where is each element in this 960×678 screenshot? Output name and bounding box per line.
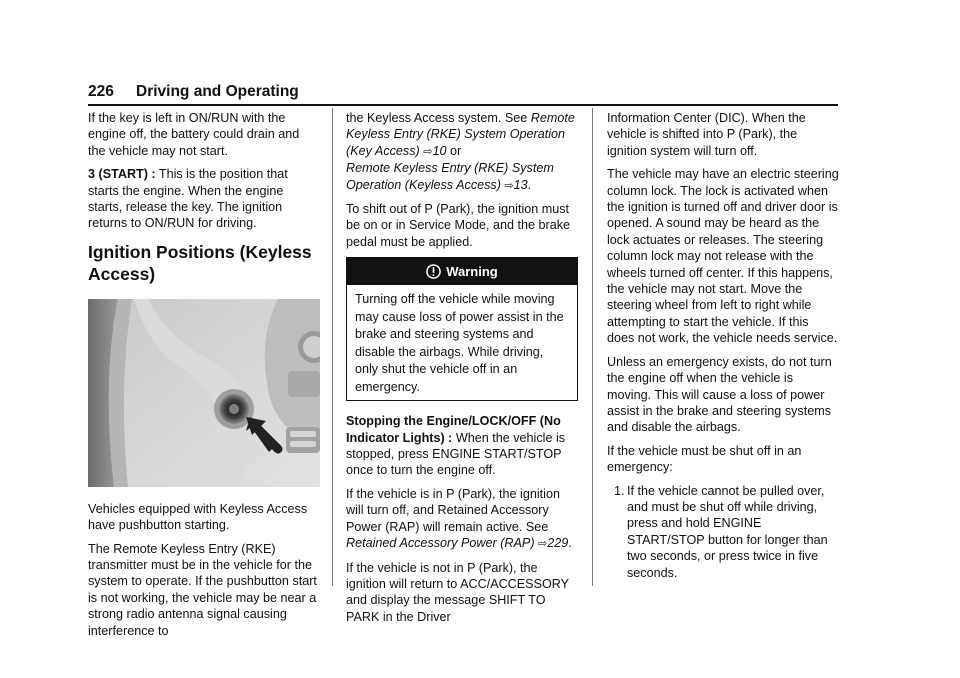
section-heading-keyless: Ignition Positions (Keyless Access) bbox=[88, 241, 312, 284]
page-ref-10[interactable]: 10 bbox=[432, 143, 447, 158]
paragraph-keyless-see bbox=[346, 110, 578, 194]
emergency-steps-list bbox=[607, 483, 839, 581]
paragraph-rke-transmitter: The Remote Keyless Entry (RKE) transmitter must be in the vehicle for the system to operate. If the pushbutton start is not working, the vehicle may be near a strong radio antenna signal causing interference to bbox=[88, 541, 317, 638]
warning-text: Turning off the vehicle while moving may cause loss of power assist in the brake and steering systems and disable the airbags. While driving, only shut the vehicle off in an emergency. bbox=[355, 292, 564, 394]
start-text: This is the position that starts the engine. When the engine starts, release the key. The ignition returns to ON/RUN for driving. bbox=[88, 167, 288, 231]
page-number: 226 bbox=[88, 83, 114, 100]
column-3 bbox=[607, 110, 839, 581]
paragraph-key-left-on: If the key is left in ON/RUN with the engine off, the battery could drain and the vehicle may not start. bbox=[88, 111, 300, 158]
link-rap[interactable]: Retained Accessory Power (RAP) bbox=[346, 536, 535, 551]
column-2 bbox=[346, 110, 578, 632]
paragraph-steering-lock: The vehicle may have an electric steering column lock. The lock is activated when the ignition is turned off and driver door is opened. A sound may be heard as the lock actuates or releases. The steering column lock may not release with the wheels turned off center. If this happens, the vehicle may not start. Move the steering wheel from left to right while attempting to start the vehicle. If this does not work, the vehicle needs service. bbox=[607, 167, 839, 346]
page-header bbox=[88, 83, 838, 105]
period: . bbox=[527, 177, 532, 192]
start-label: 3 (START) : bbox=[88, 167, 156, 182]
rap-text: If the vehicle is in P (Park), the ignition will turn off, and Retained Accessory Power (RAP) will remain active. See bbox=[346, 486, 560, 534]
paragraph-start-position bbox=[88, 166, 320, 232]
list-item-number: 1. bbox=[614, 483, 625, 498]
paragraph-emergency-intro: If the vehicle must be shut off in an emergency: bbox=[607, 443, 802, 475]
page-ref-229[interactable]: 229 bbox=[547, 536, 569, 551]
page-ref-arrow-icon-3: ⇨ bbox=[538, 538, 548, 551]
column-divider-2 bbox=[592, 108, 593, 586]
header-rule bbox=[88, 104, 838, 106]
list-item-text: If the vehicle cannot be pulled over, and must be shut off while driving, press and hold ENGINE START/STOP button for longer than two seconds, or press twice in five seconds. bbox=[627, 483, 828, 580]
ignition-button-photo bbox=[88, 299, 320, 487]
column-1 bbox=[88, 110, 320, 646]
see-text: the Keyless Access system. See bbox=[346, 111, 531, 125]
page-ref-arrow-icon: ⇨ bbox=[423, 145, 433, 158]
paragraph-not-in-park: If the vehicle is not in P (Park), the ignition will return to ACC/ACCESSORY and display the message SHIFT TO PARK in the Driver bbox=[346, 560, 569, 624]
page-ref-arrow-icon-2: ⇨ bbox=[504, 179, 514, 192]
paragraph-emergency-caution: Unless an emergency exists, do not turn the engine off when the vehicle is moving. This will cause a loss of power assist in the brake and steering systems and disable the airbags. bbox=[607, 354, 832, 435]
paragraph-pushbutton: Vehicles equipped with Keyless Access have pushbutton starting. bbox=[88, 501, 308, 533]
or-text: or bbox=[446, 143, 462, 158]
stopping-text: When the vehicle is stopped, press ENGINE START/STOP once to turn the engine off. bbox=[346, 430, 566, 478]
warning-box bbox=[346, 257, 578, 401]
paragraph-shift-out-park: To shift out of P (Park), the ignition must be on or in Service Mode, and the brake pedal must be applied. bbox=[346, 202, 571, 249]
section-title: Driving and Operating bbox=[136, 83, 299, 100]
warning-icon bbox=[426, 264, 441, 279]
warning-header bbox=[347, 258, 577, 285]
paragraph-dic: Information Center (DIC). When the vehicle is shifted into P (Park), the ignition system will turn off. bbox=[607, 111, 806, 158]
list-item bbox=[607, 483, 839, 581]
paragraph-park-rap bbox=[346, 486, 578, 553]
column-divider-1 bbox=[332, 108, 333, 586]
link-rke-key-access[interactable]: Remote Keyless Entry (RKE) System Operation (Key Access) bbox=[346, 111, 575, 158]
warning-title: Warning bbox=[446, 264, 498, 280]
page-ref-13[interactable]: 13 bbox=[513, 177, 528, 192]
stopping-label: Stopping the Engine/LOCK/OFF (No Indicator Lights) : bbox=[346, 414, 561, 445]
link-rke-keyless-access[interactable]: Remote Keyless Entry (RKE) System Operation (Keyless Access) bbox=[346, 161, 554, 192]
period-2: . bbox=[568, 536, 572, 551]
paragraph-stopping-engine bbox=[346, 413, 578, 479]
